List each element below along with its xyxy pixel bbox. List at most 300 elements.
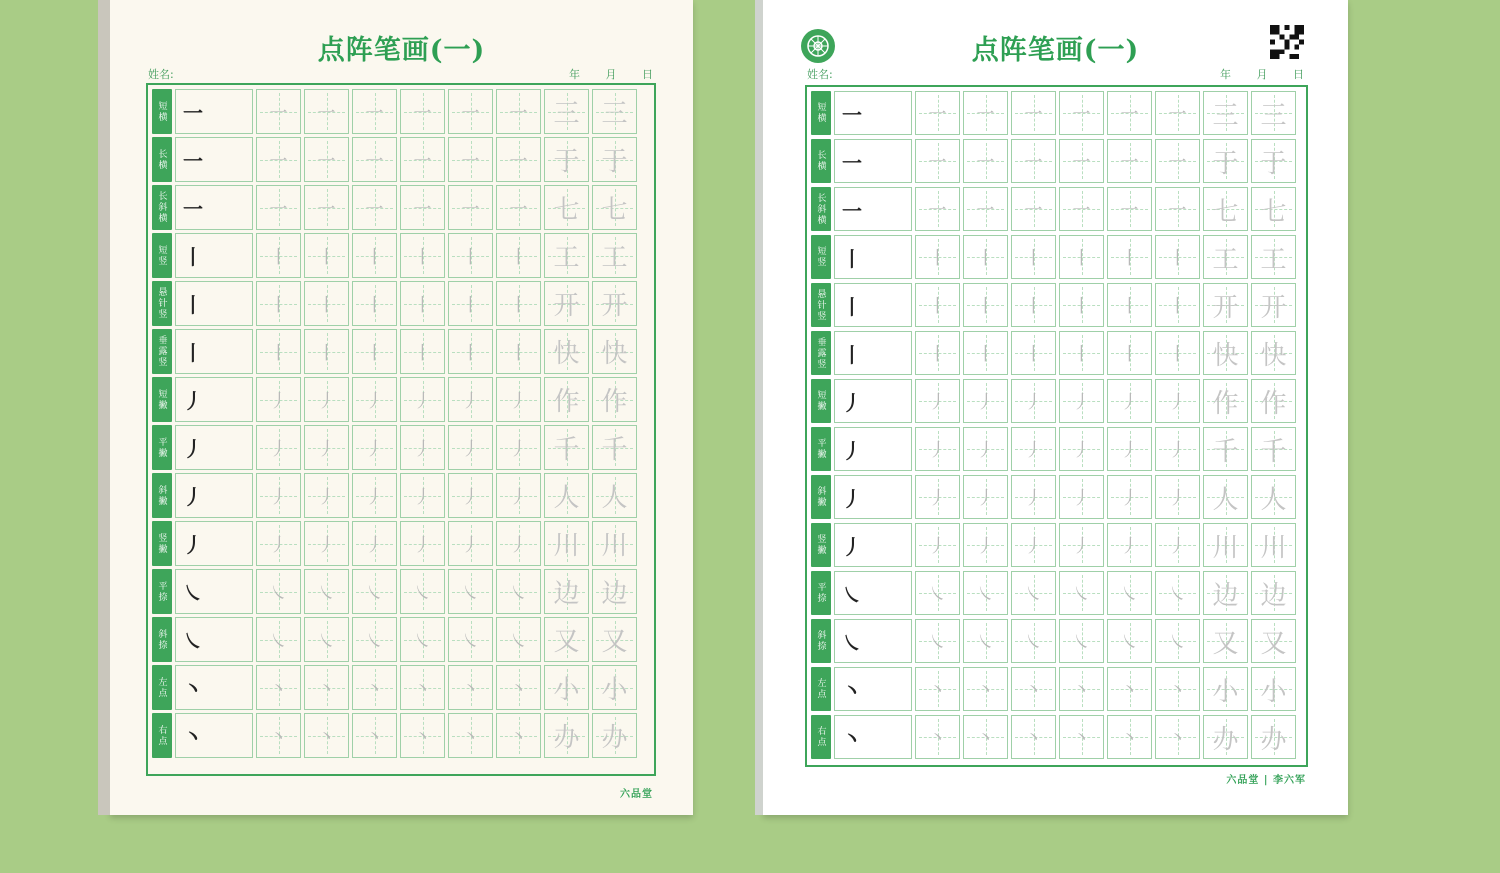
- tracing-character-cell: [1203, 427, 1248, 471]
- tracing-stroke: 丿: [413, 534, 432, 556]
- tracing-cell: [448, 521, 493, 566]
- tracing-cell: [304, 665, 349, 710]
- tracing-cell: [915, 523, 960, 567]
- tracing-stroke: 丶: [365, 726, 384, 748]
- tracing-cell: [1059, 235, 1104, 279]
- tracing-stroke: ㇏: [461, 582, 480, 604]
- tracing-stroke: 丿: [365, 534, 384, 556]
- tracing-stroke: 丶: [976, 680, 995, 701]
- stroke-name-label: 右点: [152, 713, 172, 758]
- tracing-stroke: 丨: [1120, 296, 1139, 317]
- tracing-cell: [1059, 331, 1104, 375]
- tracing-character: 七: [601, 195, 628, 225]
- tracing-cell: [448, 473, 493, 518]
- stroke-sample-glyph: 丿: [183, 389, 203, 413]
- tracing-cell: [256, 473, 301, 518]
- tracing-character: 又: [1212, 628, 1239, 659]
- tracing-character-cell: [544, 329, 589, 374]
- sheet-title: 点阵笔画(一): [317, 35, 486, 66]
- tracing-character-cell: [592, 617, 637, 662]
- tracing-cell: [448, 137, 493, 182]
- tracing-cell: [304, 521, 349, 566]
- tracing-character: 于: [1260, 148, 1287, 179]
- tracing-stroke: 丶: [1072, 680, 1091, 701]
- stroke-sample-glyph: 一: [842, 102, 862, 127]
- tracing-character: 开: [601, 291, 628, 321]
- tracing-stroke: 丿: [269, 486, 288, 508]
- tracing-cell: [1059, 667, 1104, 711]
- tracing-stroke: 丿: [317, 438, 336, 460]
- tracing-stroke: 丿: [1120, 392, 1139, 413]
- tracing-cell: [400, 281, 445, 326]
- tracing-stroke: 丿: [317, 390, 336, 412]
- tracing-character-cell: [1203, 139, 1248, 183]
- tracing-stroke: 丿: [413, 390, 432, 412]
- stroke-sample: [175, 665, 253, 710]
- tracing-cell: [304, 425, 349, 470]
- tracing-character-cell: [1251, 139, 1296, 183]
- tracing-character: 川: [601, 531, 628, 561]
- tracing-stroke: 丨: [928, 344, 947, 365]
- tracing-stroke: 丶: [461, 678, 480, 700]
- tracing-stroke: 丨: [1168, 344, 1187, 365]
- tracing-stroke: 一: [461, 198, 480, 220]
- tracing-character: 于: [1212, 148, 1239, 179]
- tracing-stroke: 丿: [1072, 488, 1091, 509]
- stroke-sample-glyph: 丨: [842, 246, 862, 271]
- tracing-character-cell: [544, 89, 589, 134]
- stroke-name-label: 右点: [811, 715, 831, 759]
- tracing-stroke: 丿: [269, 534, 288, 556]
- stroke-sample-glyph: ㇏: [842, 582, 862, 607]
- stroke-name-label: 短横: [152, 89, 172, 134]
- tracing-cell: [448, 377, 493, 422]
- tracing-character: 七: [553, 195, 580, 225]
- tracing-stroke: 一: [269, 150, 288, 172]
- tracing-cell: [963, 475, 1008, 519]
- tracing-cell: [304, 89, 349, 134]
- tracing-stroke: 丨: [413, 342, 432, 364]
- tracing-cell: [1107, 475, 1152, 519]
- tracing-character-cell: [544, 473, 589, 518]
- tracing-cell: [1011, 475, 1056, 519]
- tracing-stroke: 一: [509, 150, 528, 172]
- tracing-cell: [1059, 283, 1104, 327]
- tracing-character: 边: [553, 579, 580, 609]
- tracing-cell: [352, 137, 397, 182]
- name-label: 姓名:: [148, 68, 174, 81]
- tracing-stroke: 丨: [365, 294, 384, 316]
- tracing-cell: [963, 139, 1008, 183]
- tracing-stroke: 丨: [1072, 248, 1091, 269]
- tracing-character-cell: [592, 713, 637, 758]
- stroke-sample-glyph: 丶: [183, 725, 203, 749]
- stroke-sample: [834, 715, 912, 759]
- tracing-stroke: ㇏: [269, 630, 288, 652]
- tracing-cell: [963, 523, 1008, 567]
- tracing-stroke: 丶: [928, 728, 947, 749]
- stroke-sample-glyph: 丿: [183, 533, 203, 557]
- stroke-name-label: 短撇: [152, 377, 172, 422]
- tracing-cell: [352, 665, 397, 710]
- tracing-character: 人: [1260, 484, 1287, 515]
- tracing-stroke: 丿: [509, 438, 528, 460]
- tracing-stroke: 丨: [509, 246, 528, 268]
- tracing-cell: [1155, 139, 1200, 183]
- tracing-cell: [1155, 571, 1200, 615]
- tracing-cell: [1155, 667, 1200, 711]
- stroke-sample: [175, 713, 253, 758]
- tracing-cell: [304, 329, 349, 374]
- tracing-cell: [963, 235, 1008, 279]
- tracing-cell: [256, 665, 301, 710]
- tracing-stroke: 一: [976, 104, 995, 125]
- stroke-name-label: 斜撇: [152, 473, 172, 518]
- tracing-stroke: 一: [928, 200, 947, 221]
- tracing-character: 又: [1260, 628, 1287, 659]
- tracing-stroke: 一: [1072, 104, 1091, 125]
- tracing-stroke: ㇏: [1072, 584, 1091, 605]
- stroke-sample: [175, 569, 253, 614]
- tracing-character: 边: [601, 579, 628, 609]
- stroke-sample: [175, 425, 253, 470]
- tracing-cell: [352, 185, 397, 230]
- tracing-stroke: 丿: [1168, 392, 1187, 413]
- tracing-cell: [963, 283, 1008, 327]
- tracing-character-cell: [592, 665, 637, 710]
- tracing-cell: [400, 377, 445, 422]
- tracing-stroke: 丶: [413, 726, 432, 748]
- tracing-stroke: 丨: [1120, 344, 1139, 365]
- tracing-stroke: 丿: [1024, 440, 1043, 461]
- stroke-sample: [175, 473, 253, 518]
- tracing-character-cell: [1251, 91, 1296, 135]
- tracing-stroke: 丿: [365, 486, 384, 508]
- tracing-character-cell: [1203, 379, 1248, 423]
- tracing-stroke: 丨: [1072, 296, 1091, 317]
- tracing-character: 人: [553, 483, 580, 513]
- tracing-stroke: ㇏: [928, 632, 947, 653]
- tracing-stroke: ㇏: [365, 582, 384, 604]
- tracing-stroke: 丨: [269, 246, 288, 268]
- tracing-cell: [963, 379, 1008, 423]
- tracing-cell: [1059, 475, 1104, 519]
- tracing-cell: [1155, 427, 1200, 471]
- tracing-stroke: 丨: [928, 248, 947, 269]
- tracing-stroke: ㇏: [1024, 584, 1043, 605]
- tracing-cell: [448, 617, 493, 662]
- tracing-cell: [1155, 91, 1200, 135]
- date-labels: [547, 66, 653, 82]
- tracing-stroke: 丶: [317, 726, 336, 748]
- tracing-character-cell: [544, 425, 589, 470]
- stroke-sample-glyph: 丿: [183, 485, 203, 509]
- tracing-stroke: 丿: [1120, 440, 1139, 461]
- tracing-character-cell: [592, 425, 637, 470]
- year-label: 年: [1220, 68, 1231, 81]
- tracing-cell: [1107, 139, 1152, 183]
- tracing-cell: [496, 521, 541, 566]
- tracing-cell: [400, 425, 445, 470]
- tracing-character-cell: [592, 521, 637, 566]
- stroke-sample-glyph: 丨: [842, 294, 862, 319]
- tracing-character: 人: [601, 483, 628, 513]
- tracing-cell: [1059, 187, 1104, 231]
- stroke-sample-glyph: ㇏: [842, 630, 862, 655]
- tracing-cell: [496, 89, 541, 134]
- tracing-stroke: ㇏: [976, 632, 995, 653]
- tracing-stroke: ㇏: [1120, 584, 1139, 605]
- tracing-cell: [1011, 619, 1056, 663]
- tracing-stroke: 丿: [1024, 536, 1043, 557]
- tracing-stroke: 丿: [928, 536, 947, 557]
- tracing-stroke: 一: [1168, 104, 1187, 125]
- stroke-sample-glyph: 一: [842, 150, 862, 175]
- tracing-character-cell: [1203, 331, 1248, 375]
- tracing-stroke: 丨: [317, 246, 336, 268]
- tracing-stroke: 丿: [928, 440, 947, 461]
- tracing-cell: [1107, 379, 1152, 423]
- tracing-character: 工: [1212, 244, 1239, 275]
- tracing-cell: [963, 619, 1008, 663]
- tracing-cell: [448, 329, 493, 374]
- tracing-cell: [963, 331, 1008, 375]
- tracing-cell: [1155, 475, 1200, 519]
- practice-sheet-left: [110, 0, 693, 815]
- tracing-stroke: 丿: [365, 390, 384, 412]
- tracing-stroke: 丶: [1168, 728, 1187, 749]
- tracing-stroke: ㇏: [1168, 632, 1187, 653]
- tracing-character: 七: [1260, 196, 1287, 227]
- tracing-cell: [1011, 187, 1056, 231]
- tracing-character: 川: [1212, 532, 1239, 563]
- tracing-cell: [448, 89, 493, 134]
- tracing-character: 川: [1260, 532, 1287, 563]
- tracing-stroke: 丶: [509, 678, 528, 700]
- tracing-cell: [352, 377, 397, 422]
- stroke-name-label: 短竖: [152, 233, 172, 278]
- tracing-cell: [304, 137, 349, 182]
- tracing-stroke: 丨: [928, 296, 947, 317]
- tracing-cell: [400, 713, 445, 758]
- tracing-stroke: 一: [976, 152, 995, 173]
- stroke-sample-glyph: 丶: [842, 726, 862, 751]
- tracing-stroke: 丶: [1024, 728, 1043, 749]
- tracing-character-cell: [1203, 91, 1248, 135]
- tracing-cell: [1059, 91, 1104, 135]
- tracing-stroke: 丶: [461, 726, 480, 748]
- stroke-sample: [175, 377, 253, 422]
- tracing-cell: [915, 187, 960, 231]
- tracing-character-cell: [1203, 523, 1248, 567]
- stroke-sample-glyph: 丿: [842, 438, 862, 463]
- date-labels: [1198, 66, 1304, 82]
- tracing-cell: [256, 233, 301, 278]
- tracing-cell: [400, 233, 445, 278]
- tracing-stroke: 一: [1120, 200, 1139, 221]
- tracing-character-cell: [1203, 283, 1248, 327]
- tracing-cell: [304, 233, 349, 278]
- tracing-cell: [256, 281, 301, 326]
- tracing-cell: [915, 139, 960, 183]
- tracing-cell: [1059, 715, 1104, 759]
- stroke-sample-glyph: 丿: [842, 486, 862, 511]
- tracing-character-cell: [1251, 571, 1296, 615]
- tracing-stroke: 一: [928, 152, 947, 173]
- tracing-cell: [1107, 715, 1152, 759]
- tracing-cell: [963, 187, 1008, 231]
- tracing-cell: [352, 473, 397, 518]
- stroke-sample-glyph: 丶: [183, 677, 203, 701]
- tracing-cell: [915, 475, 960, 519]
- tracing-cell: [400, 617, 445, 662]
- tracing-cell: [256, 425, 301, 470]
- stroke-name-label: 短横: [811, 91, 831, 135]
- tracing-cell: [1107, 331, 1152, 375]
- stroke-name-label: 悬针竖: [152, 281, 172, 326]
- tracing-stroke: 丶: [509, 726, 528, 748]
- tracing-stroke: 丿: [461, 534, 480, 556]
- tracing-character: 又: [601, 627, 628, 657]
- tracing-character-cell: [1203, 715, 1248, 759]
- tracing-cell: [304, 617, 349, 662]
- tracing-cell: [1107, 283, 1152, 327]
- tracing-stroke: ㇏: [976, 584, 995, 605]
- stroke-sample-glyph: 一: [183, 149, 203, 173]
- stroke-sample: [834, 91, 912, 135]
- tracing-cell: [496, 281, 541, 326]
- tracing-stroke: ㇏: [1072, 632, 1091, 653]
- tracing-cell: [1011, 667, 1056, 711]
- tracing-cell: [496, 713, 541, 758]
- tracing-stroke: 一: [461, 150, 480, 172]
- tracing-character-cell: [1251, 667, 1296, 711]
- tracing-cell: [448, 569, 493, 614]
- tracing-cell: [1107, 187, 1152, 231]
- tracing-cell: [496, 185, 541, 230]
- tracing-stroke: 一: [509, 102, 528, 124]
- tracing-stroke: 丿: [461, 390, 480, 412]
- tracing-character: 三: [553, 99, 580, 129]
- tracing-stroke: 丿: [1168, 536, 1187, 557]
- tracing-cell: [1155, 619, 1200, 663]
- tracing-cell: [352, 569, 397, 614]
- tracing-cell: [1011, 523, 1056, 567]
- tracing-cell: [400, 665, 445, 710]
- tracing-character: 小: [601, 675, 628, 705]
- tracing-stroke: 丿: [928, 392, 947, 413]
- tracing-character: 开: [1212, 292, 1239, 323]
- tracing-cell: [1107, 667, 1152, 711]
- tracing-character: 作: [1260, 388, 1287, 419]
- tracing-stroke: 丨: [461, 246, 480, 268]
- tracing-character: 办: [1260, 724, 1287, 755]
- tracing-stroke: 丿: [365, 438, 384, 460]
- tracing-cell: [1011, 91, 1056, 135]
- name-label: 姓名:: [807, 68, 833, 81]
- stroke-sample: [834, 619, 912, 663]
- stroke-sample: [834, 139, 912, 183]
- tracing-stroke: 一: [365, 198, 384, 220]
- tracing-stroke: 丨: [413, 294, 432, 316]
- tracing-character-cell: [1203, 571, 1248, 615]
- tracing-character-cell: [544, 521, 589, 566]
- stroke-sample-glyph: 丿: [183, 437, 203, 461]
- tracing-cell: [1155, 331, 1200, 375]
- tracing-character: 千: [601, 435, 628, 465]
- tracing-character-cell: [544, 617, 589, 662]
- tracing-character: 工: [1260, 244, 1287, 275]
- tracing-stroke: 一: [365, 102, 384, 124]
- stroke-name-label: 左点: [152, 665, 172, 710]
- tracing-stroke: 丿: [1024, 488, 1043, 509]
- tracing-cell: [448, 713, 493, 758]
- tracing-cell: [400, 185, 445, 230]
- tracing-cell: [496, 233, 541, 278]
- brand-footer: 六品堂 | 李六军: [1226, 775, 1306, 786]
- tracing-character: 办: [601, 723, 628, 753]
- tracing-cell: [448, 281, 493, 326]
- tracing-cell: [1011, 715, 1056, 759]
- tracing-stroke: 丶: [317, 678, 336, 700]
- tracing-cell: [400, 521, 445, 566]
- tracing-stroke: 丿: [317, 534, 336, 556]
- stroke-name-label: 斜撇: [811, 475, 831, 519]
- tracing-stroke: 丶: [1168, 680, 1187, 701]
- tracing-character-cell: [1251, 331, 1296, 375]
- tracing-character-cell: [1203, 619, 1248, 663]
- tracing-cell: [256, 89, 301, 134]
- tracing-cell: [352, 329, 397, 374]
- stroke-sample: [834, 331, 912, 375]
- tracing-cell: [1059, 523, 1104, 567]
- stroke-name-label: 悬针竖: [811, 283, 831, 327]
- tracing-stroke: ㇏: [1024, 632, 1043, 653]
- tracing-character-cell: [592, 233, 637, 278]
- tracing-character: 作: [601, 387, 628, 417]
- tracing-stroke: 丶: [1120, 680, 1139, 701]
- tracing-cell: [915, 715, 960, 759]
- tracing-stroke: 丿: [461, 486, 480, 508]
- tracing-cell: [915, 667, 960, 711]
- tracing-character-cell: [1251, 427, 1296, 471]
- tracing-character-cell: [1203, 475, 1248, 519]
- stroke-name-label: 长横: [811, 139, 831, 183]
- tracing-character-cell: [1203, 187, 1248, 231]
- tracing-stroke: ㇏: [269, 582, 288, 604]
- stroke-name-label: 长斜横: [811, 187, 831, 231]
- tracing-cell: [1011, 571, 1056, 615]
- year-label: 年: [569, 68, 580, 81]
- stroke-sample-glyph: 丿: [842, 534, 862, 559]
- tracing-stroke: 一: [976, 200, 995, 221]
- tracing-stroke: 一: [1072, 200, 1091, 221]
- tracing-cell: [352, 281, 397, 326]
- tracing-character: 办: [553, 723, 580, 753]
- tracing-cell: [256, 521, 301, 566]
- tracing-cell: [915, 619, 960, 663]
- stroke-name-label: 平捺: [811, 571, 831, 615]
- day-label: 日: [1293, 68, 1304, 81]
- tracing-character-cell: [592, 281, 637, 326]
- tracing-stroke: 丿: [269, 438, 288, 460]
- tracing-stroke: 一: [413, 198, 432, 220]
- tracing-stroke: 丿: [1072, 440, 1091, 461]
- tracing-character: 千: [1260, 436, 1287, 467]
- practice-grid: [152, 89, 637, 758]
- tracing-stroke: 丨: [1024, 344, 1043, 365]
- stroke-sample-glyph: ㇏: [183, 629, 203, 653]
